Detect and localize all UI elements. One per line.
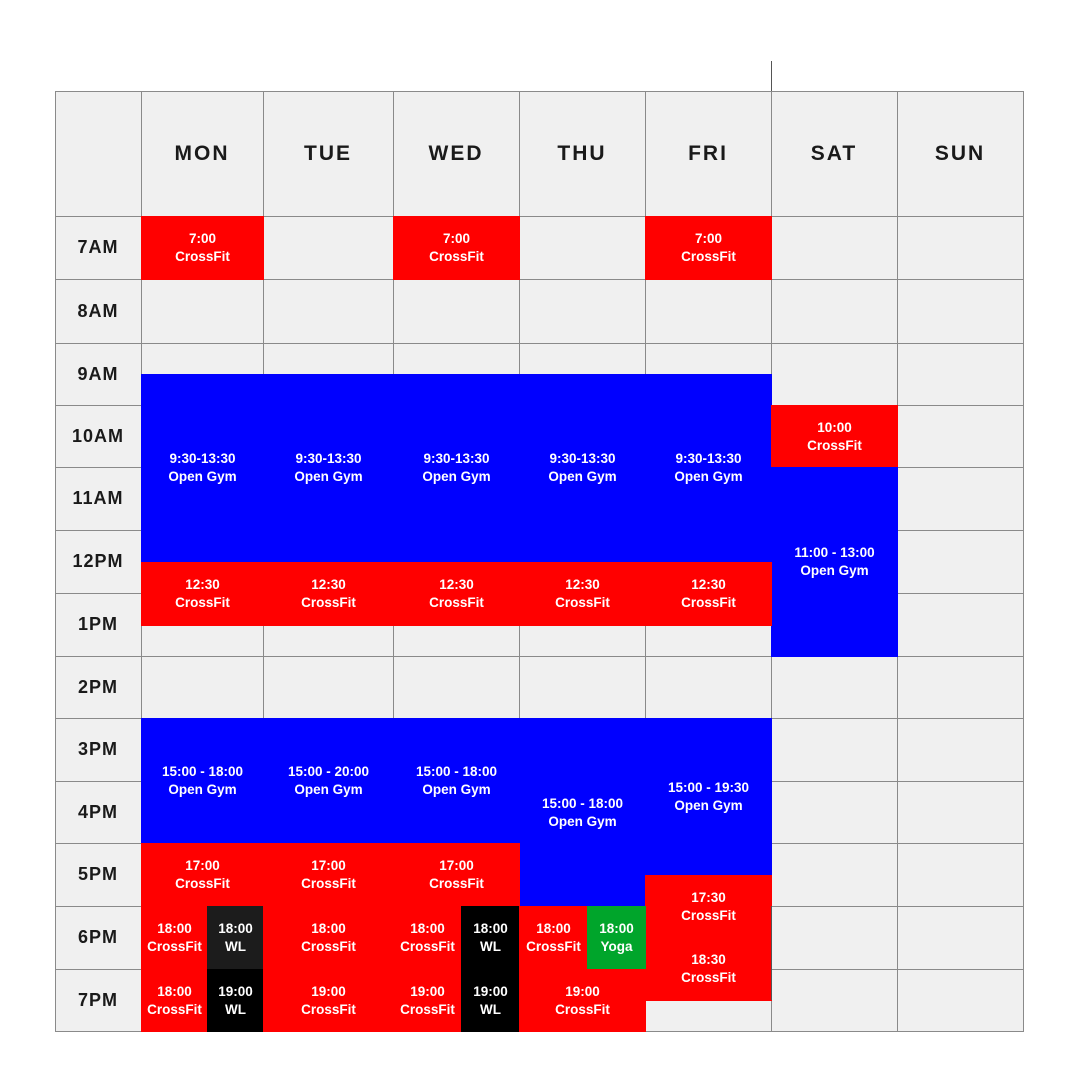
class-block-wl[interactable] (207, 969, 264, 1032)
class-time: 15:00 - 19:30 (667, 779, 750, 795)
class-time: 19:00 (218, 983, 253, 999)
slot-cell (263, 656, 394, 719)
slot-cell (897, 216, 1024, 280)
class-block-crossfit[interactable] (645, 938, 772, 1002)
class-block-wl[interactable] (461, 906, 520, 970)
class-time: 19:00 (565, 983, 600, 999)
class-block-open-gym[interactable] (263, 718, 394, 844)
class-time: 19:00 (473, 983, 508, 999)
time-label-7pm: 7PM (77, 989, 118, 1010)
class-block-crossfit[interactable] (645, 562, 772, 626)
class-name: Open Gym (168, 782, 237, 797)
class-block-open-gym[interactable] (141, 718, 264, 844)
time-label-10am: 10AM (71, 425, 124, 446)
time-label-4pm: 4PM (77, 801, 118, 822)
slot-cell (771, 656, 898, 719)
class-name: Open Gym (800, 563, 869, 578)
class-time: 7:00 (188, 231, 217, 246)
class-time: 17:00 (185, 858, 220, 873)
class-block-crossfit[interactable] (393, 216, 520, 280)
class-name: CrossFit (681, 594, 736, 610)
class-block-crossfit[interactable] (263, 843, 394, 907)
slot-cell (393, 279, 520, 344)
class-name: CrossFit (807, 437, 862, 453)
time-label-2pm: 2PM (77, 676, 118, 697)
class-time: 18:00 (473, 921, 508, 936)
slot-cell (393, 656, 520, 719)
class-time: 9:30-13:30 (675, 451, 742, 467)
class-name: CrossFit (429, 594, 484, 610)
class-time: 19:00 (410, 983, 445, 999)
slot-cell (263, 279, 394, 344)
slot-cell (897, 467, 1024, 531)
class-name: CrossFit (301, 1001, 356, 1017)
class-time: 7:00 (694, 231, 723, 246)
class-name: CrossFit (681, 970, 736, 986)
class-name: CrossFit (175, 594, 230, 610)
day-header-wed: WED (428, 141, 484, 165)
slot-cell (519, 656, 646, 719)
class-block-crossfit[interactable] (141, 843, 264, 907)
time-label-5pm: 5PM (77, 864, 118, 884)
day-header-tue: TUE (304, 141, 352, 165)
class-block-crossfit[interactable] (263, 906, 394, 970)
day-header-sat: SAT (810, 141, 858, 165)
class-name: CrossFit (147, 1001, 202, 1017)
class-name: Yoga (600, 939, 633, 954)
slot-cell (519, 216, 646, 280)
class-name: CrossFit (301, 876, 356, 891)
slot-cell (645, 656, 772, 719)
class-block-open-gym[interactable] (393, 718, 520, 844)
class-name: CrossFit (175, 249, 230, 264)
class-time: 18:00 (157, 921, 192, 936)
time-label-12pm: 12PM (72, 551, 124, 571)
class-block-yoga[interactable] (587, 906, 646, 970)
class-name: Open Gym (674, 797, 743, 813)
class-name: WL (225, 939, 246, 954)
time-label-1pm: 1PM (77, 614, 118, 634)
class-time: 10:00 (817, 419, 852, 435)
class-block-wl[interactable] (207, 906, 264, 970)
slot-cell (897, 718, 1024, 782)
class-block-crossfit[interactable] (263, 969, 394, 1032)
slot-cell (897, 843, 1024, 907)
day-header-mon: MON (174, 141, 230, 165)
class-block-open-gym[interactable] (141, 374, 264, 563)
slot-cell (897, 343, 1024, 406)
class-name: Open Gym (548, 813, 617, 829)
class-block-crossfit[interactable] (519, 906, 588, 970)
class-block-open-gym[interactable] (519, 718, 646, 907)
class-block-crossfit[interactable] (771, 405, 898, 468)
class-name: Open Gym (422, 469, 491, 485)
class-name: WL (480, 1001, 501, 1017)
class-name: Open Gym (548, 469, 617, 485)
slot-cell (141, 656, 264, 719)
class-name: CrossFit (301, 939, 356, 954)
class-time: 7:00 (442, 231, 471, 246)
class-block-crossfit[interactable] (393, 969, 462, 1032)
class-time: 18:00 (218, 921, 253, 936)
class-time: 9:30-13:30 (295, 451, 362, 467)
slot-cell (519, 279, 646, 344)
class-block-crossfit[interactable] (645, 216, 772, 280)
class-block-open-gym[interactable] (771, 467, 898, 657)
class-block-open-gym[interactable] (645, 718, 772, 876)
class-time: 18:00 (311, 921, 346, 936)
slot-cell (897, 530, 1024, 594)
class-time: 12:30 (439, 576, 474, 592)
class-time: 19:00 (311, 983, 346, 999)
class-name: CrossFit (681, 249, 736, 264)
time-label-9am: 9AM (77, 363, 119, 384)
slot-cell (771, 718, 898, 782)
class-time: 18:00 (599, 921, 634, 936)
class-time: 15:00 - 18:00 (541, 795, 624, 811)
class-time: 18:30 (691, 952, 726, 968)
class-name: Open Gym (294, 469, 363, 485)
slot-cell (897, 279, 1024, 344)
class-time: 9:30-13:30 (423, 451, 490, 467)
class-time: 9:30-13:30 (549, 451, 616, 467)
slot-cell (141, 279, 264, 344)
class-name: CrossFit (681, 907, 736, 923)
class-time: 12:30 (185, 576, 220, 592)
class-block-open-gym[interactable] (263, 374, 394, 563)
slot-cell (263, 216, 394, 280)
day-header-sun: SUN (934, 141, 986, 165)
time-label-6pm: 6PM (77, 927, 118, 947)
day-header-fri: FRI (688, 141, 728, 165)
class-block-crossfit[interactable] (645, 875, 772, 939)
class-block-crossfit[interactable] (141, 562, 264, 626)
slot-cell (645, 279, 772, 344)
class-name: CrossFit (400, 1001, 455, 1017)
slot-cell (897, 656, 1024, 719)
class-name: CrossFit (147, 939, 202, 954)
time-label-8am: 8AM (77, 300, 119, 321)
time-label-11am: 11AM (72, 488, 124, 508)
class-name: WL (480, 939, 501, 954)
slot-cell (771, 216, 898, 280)
class-time: 18:00 (410, 921, 445, 936)
fri-divider-line (771, 906, 772, 1000)
class-name: Open Gym (422, 782, 491, 797)
class-block-crossfit[interactable] (393, 562, 520, 626)
slot-cell (771, 969, 898, 1032)
class-name: CrossFit (555, 1001, 610, 1017)
class-time: 9:30-13:30 (169, 451, 236, 467)
class-time: 18:00 (157, 983, 192, 999)
top-divider-line (771, 61, 772, 91)
class-time: 17:30 (691, 889, 726, 905)
class-block-crossfit[interactable] (141, 906, 208, 970)
slot-cell (897, 593, 1024, 657)
class-time: 15:00 - 18:00 (415, 764, 498, 779)
class-block-crossfit[interactable] (263, 562, 394, 626)
class-block-wl[interactable] (461, 969, 520, 1032)
slot-cell (897, 969, 1024, 1032)
class-name: CrossFit (429, 249, 484, 264)
class-time: 15:00 - 20:00 (287, 764, 370, 779)
class-time: 15:00 - 18:00 (161, 764, 244, 779)
class-block-crossfit[interactable] (519, 562, 646, 626)
slot-cell (897, 781, 1024, 844)
slot-cell (771, 781, 898, 844)
class-block-open-gym[interactable] (393, 374, 520, 563)
class-time: 12:30 (691, 576, 726, 592)
time-label-3pm: 3PM (77, 739, 118, 759)
slot-cell (771, 279, 898, 344)
slot-cell (897, 906, 1024, 970)
class-name: CrossFit (429, 876, 484, 891)
class-block-crossfit[interactable] (393, 906, 462, 970)
class-block-open-gym[interactable] (645, 374, 772, 563)
class-block-crossfit[interactable] (519, 969, 646, 1032)
class-block-open-gym[interactable] (519, 374, 646, 563)
slot-cell (897, 405, 1024, 468)
class-name: Open Gym (168, 469, 237, 485)
slot-cell (771, 906, 898, 970)
class-time: 18:00 (536, 921, 571, 936)
class-block-crossfit[interactable] (141, 969, 208, 1032)
class-name: CrossFit (526, 939, 581, 954)
class-name: WL (225, 1001, 246, 1017)
class-name: CrossFit (555, 594, 610, 610)
class-name: Open Gym (674, 469, 743, 485)
class-name: CrossFit (301, 594, 356, 610)
class-time: 12:30 (311, 576, 346, 592)
class-time: 11:00 - 13:00 (794, 545, 875, 560)
class-name: Open Gym (294, 782, 363, 797)
class-time: 17:00 (439, 858, 474, 873)
corner-cell (55, 91, 142, 217)
class-time: 12:30 (565, 576, 600, 592)
class-block-crossfit[interactable] (141, 216, 264, 280)
slot-cell (771, 343, 898, 406)
slot-cell (771, 843, 898, 907)
day-header-thu: THU (557, 141, 607, 165)
time-label-7am: 7AM (77, 237, 119, 257)
class-name: CrossFit (175, 876, 230, 891)
class-time: 17:00 (311, 858, 346, 873)
class-name: CrossFit (400, 939, 455, 954)
class-block-crossfit[interactable] (393, 843, 520, 907)
